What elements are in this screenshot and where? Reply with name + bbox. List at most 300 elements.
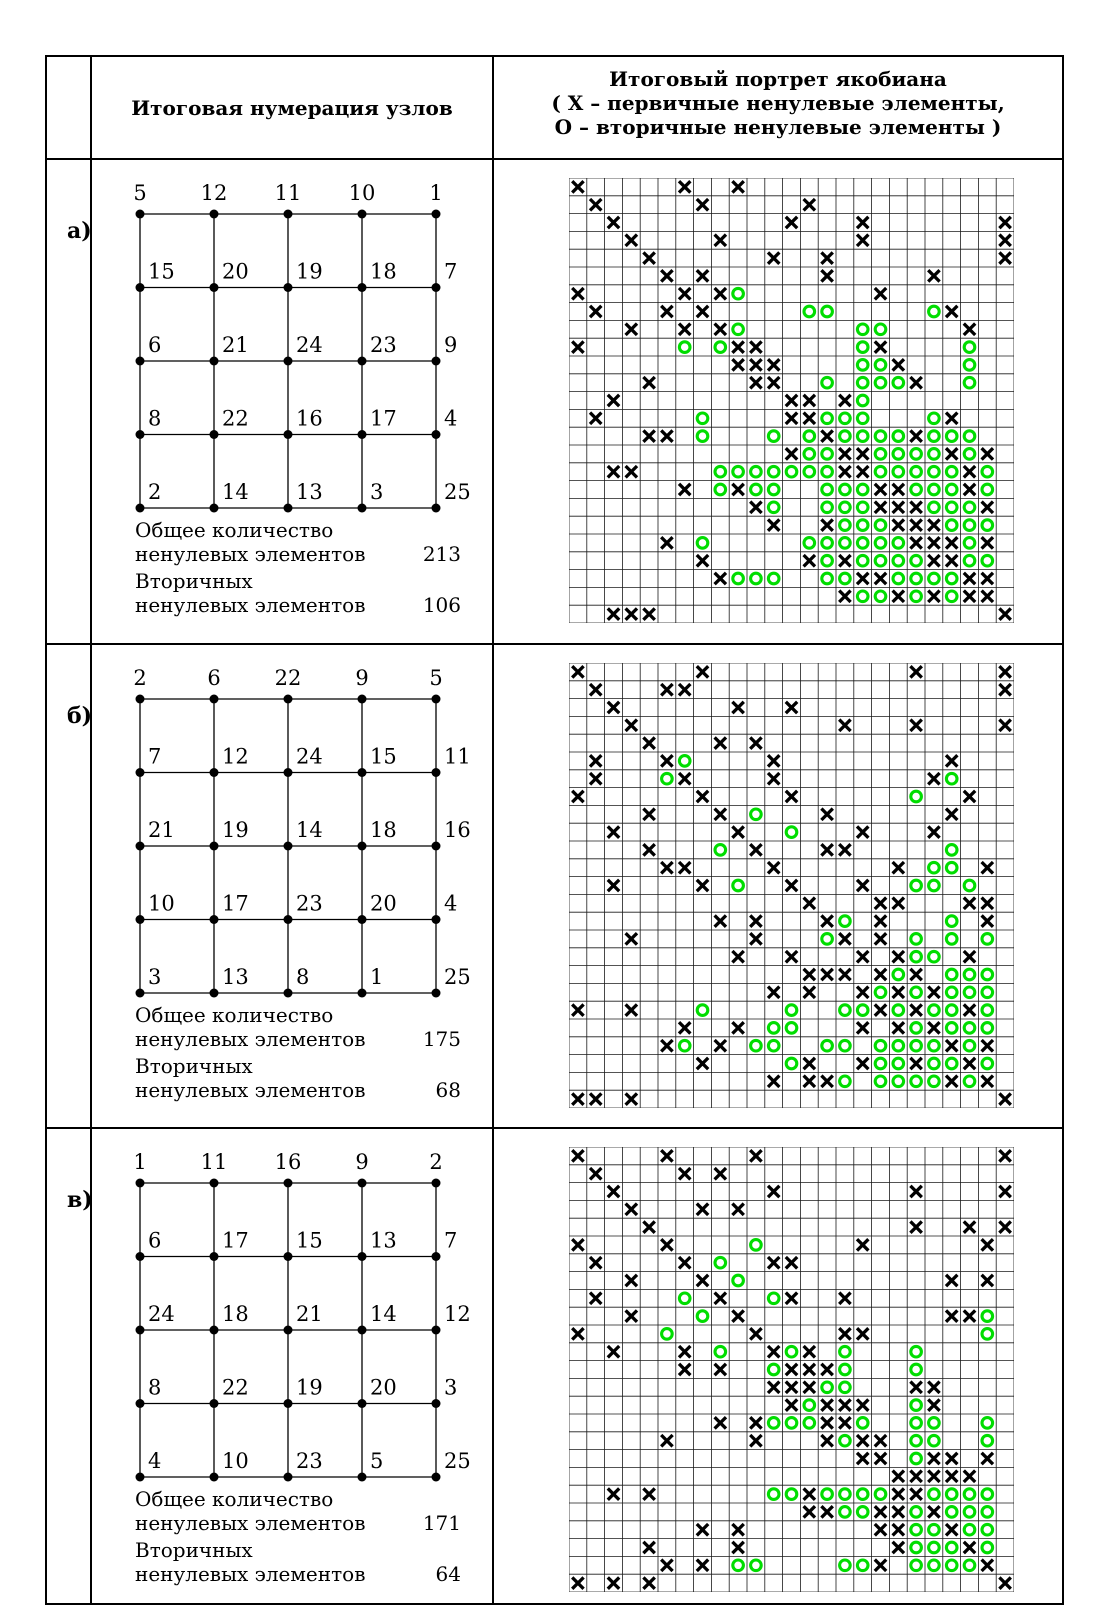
o-mark — [893, 449, 904, 460]
mesh-node — [284, 1399, 293, 1408]
jacobian-matrix-svg — [569, 1147, 1014, 1592]
x-mark — [572, 1093, 583, 1104]
x-mark — [946, 306, 957, 317]
mesh-node — [284, 210, 293, 219]
node-number: 23 — [296, 891, 323, 916]
o-mark — [751, 573, 762, 584]
mesh-node — [210, 283, 219, 292]
stat-total-value: 171 — [422, 1511, 461, 1535]
x-mark — [661, 755, 672, 766]
o-mark — [911, 573, 922, 584]
x-mark — [910, 1382, 921, 1393]
node-number: 5 — [429, 666, 443, 690]
x-mark — [679, 1257, 690, 1268]
o-mark — [786, 1418, 797, 1429]
x-mark — [679, 862, 690, 873]
x-mark — [964, 1221, 975, 1232]
o-mark — [946, 969, 957, 980]
x-mark — [804, 413, 815, 424]
x-mark — [768, 1382, 779, 1393]
x-mark — [715, 288, 726, 299]
o-mark — [768, 502, 779, 513]
o-mark — [857, 502, 868, 513]
x-mark — [857, 1022, 868, 1033]
x-mark — [857, 951, 868, 962]
o-mark — [822, 484, 833, 495]
x-mark — [715, 1417, 726, 1428]
o-mark — [964, 1560, 975, 1571]
x-mark — [572, 1328, 583, 1339]
o-mark — [733, 288, 744, 299]
x-mark — [679, 773, 690, 784]
o-mark — [929, 466, 940, 477]
o-mark — [929, 1418, 940, 1429]
node-number: 21 — [296, 1302, 323, 1326]
node-grid-svg — [120, 1141, 508, 1493]
o-mark — [804, 466, 815, 477]
x-mark — [910, 969, 921, 980]
o-mark — [982, 484, 993, 495]
x-mark — [999, 1093, 1010, 1104]
x-mark — [928, 1382, 939, 1393]
x-mark — [875, 341, 886, 352]
x-mark — [572, 1150, 583, 1161]
mesh-node — [432, 357, 441, 366]
o-mark — [911, 466, 922, 477]
o-mark — [911, 1400, 922, 1411]
x-mark — [643, 430, 654, 441]
node-number: 8 — [148, 406, 162, 431]
x-mark — [928, 1471, 939, 1482]
x-mark — [910, 430, 921, 441]
x-mark — [821, 1399, 832, 1410]
mesh-node — [284, 1179, 293, 1188]
o-mark — [768, 1293, 779, 1304]
mesh-node — [432, 210, 441, 219]
jacobian-legend-x: ( X – первичные ненулевые элементы, — [551, 91, 1005, 115]
x-mark — [821, 1364, 832, 1375]
x-mark — [875, 915, 886, 926]
x-mark — [643, 809, 654, 820]
mesh-node — [358, 1473, 367, 1482]
node-number: 6 — [148, 333, 162, 357]
node-number: 6 — [207, 666, 221, 690]
x-mark — [982, 537, 993, 548]
jacobian-matrix-a — [569, 178, 1014, 627]
x-mark — [786, 413, 797, 424]
row-b-label: б) — [67, 703, 93, 729]
x-mark — [697, 880, 708, 891]
x-mark — [821, 1506, 832, 1517]
x-mark — [893, 502, 904, 513]
x-mark — [572, 1239, 583, 1250]
o-mark — [875, 377, 886, 388]
o-mark — [733, 1560, 744, 1571]
node-number: 11 — [200, 1150, 228, 1174]
x-mark — [750, 1328, 761, 1339]
o-mark — [822, 555, 833, 566]
o-mark — [662, 1329, 673, 1340]
o-mark — [964, 377, 975, 388]
x-mark — [697, 270, 708, 281]
stats-v — [135, 1487, 461, 1589]
row-b-label-cell — [47, 645, 92, 1129]
o-mark — [964, 1076, 975, 1087]
node-grid-svg — [120, 657, 508, 1009]
x-mark — [715, 1293, 726, 1304]
x-mark — [857, 448, 868, 459]
o-mark — [964, 987, 975, 998]
x-mark — [928, 826, 939, 837]
stat-total: Общее количество ненулевых элементов 171 — [135, 1487, 461, 1535]
o-mark — [857, 520, 868, 531]
mesh-node — [210, 695, 219, 704]
o-mark — [929, 449, 940, 460]
x-mark — [964, 791, 975, 802]
node-number: 13 — [296, 480, 323, 504]
o-mark — [964, 1023, 975, 1034]
node-number: 24 — [296, 744, 323, 769]
o-mark — [857, 377, 868, 388]
x-mark — [715, 324, 726, 335]
node-number: 6 — [148, 1228, 162, 1253]
mesh-node — [432, 283, 441, 292]
o-mark — [857, 555, 868, 566]
x-mark — [821, 1417, 832, 1428]
x-mark — [999, 217, 1010, 228]
x-mark — [821, 1076, 832, 1087]
o-mark — [982, 520, 993, 531]
o-mark — [911, 987, 922, 998]
o-mark — [857, 413, 868, 424]
x-mark — [839, 1328, 850, 1339]
x-mark — [732, 1022, 743, 1033]
o-mark — [715, 484, 726, 495]
x-mark — [750, 502, 761, 513]
mesh-node — [358, 842, 367, 851]
stat-secondary: Вторичных ненулевых элементов 68 — [135, 1054, 461, 1102]
o-mark — [804, 538, 815, 549]
o-mark — [929, 1005, 940, 1016]
x-mark — [643, 377, 654, 388]
o-mark — [946, 862, 957, 873]
x-mark — [679, 288, 690, 299]
o-mark — [875, 360, 886, 371]
o-mark — [875, 1076, 886, 1087]
o-mark — [875, 449, 886, 460]
mesh-node — [210, 915, 219, 924]
x-mark — [786, 1364, 797, 1375]
x-mark — [572, 1577, 583, 1588]
x-mark — [643, 1221, 654, 1232]
mesh-node — [284, 1473, 293, 1482]
x-mark — [893, 484, 904, 495]
x-mark — [626, 720, 637, 731]
o-mark — [822, 413, 833, 424]
x-mark — [768, 519, 779, 530]
x-mark — [857, 1239, 868, 1250]
o-mark — [982, 1542, 993, 1553]
o-mark — [768, 431, 779, 442]
o-mark — [786, 1058, 797, 1069]
x-mark — [626, 1310, 637, 1321]
x-mark — [804, 1506, 815, 1517]
mesh-node — [358, 357, 367, 366]
row-v-label: в) — [67, 1187, 93, 1213]
mesh-node — [136, 430, 145, 439]
x-mark — [928, 537, 939, 548]
mesh-node — [284, 768, 293, 777]
o-mark — [911, 1040, 922, 1051]
x-mark — [875, 484, 886, 495]
mesh-node — [432, 1399, 441, 1408]
o-mark — [857, 1560, 868, 1571]
x-mark — [572, 288, 583, 299]
node-number: 16 — [444, 818, 471, 842]
x-mark — [697, 791, 708, 802]
node-number: 14 — [222, 480, 249, 504]
jacobian-legend-o: О – вторичные ненулевые элементы ) — [554, 115, 1002, 139]
o-mark — [715, 466, 726, 477]
stats-b — [135, 1003, 461, 1105]
x-mark — [839, 933, 850, 944]
x-mark — [590, 773, 601, 784]
o-mark — [929, 880, 940, 891]
o-mark — [679, 756, 690, 767]
o-mark — [911, 1560, 922, 1571]
node-number: 17 — [222, 1228, 249, 1253]
node-number: 10 — [148, 891, 175, 916]
node-number: 4 — [444, 891, 458, 916]
x-mark — [910, 502, 921, 513]
mesh-node — [284, 357, 293, 366]
x-mark — [875, 1560, 886, 1571]
o-mark — [840, 502, 851, 513]
x-mark — [857, 1058, 868, 1069]
x-mark — [910, 1488, 921, 1499]
o-mark — [893, 1040, 904, 1051]
o-mark — [840, 1364, 851, 1375]
x-mark — [839, 1399, 850, 1410]
o-mark — [822, 538, 833, 549]
node-number: 22 — [274, 666, 302, 690]
o-mark — [964, 520, 975, 531]
x-mark — [821, 252, 832, 263]
o-mark — [715, 342, 726, 353]
node-number: 3 — [148, 965, 162, 989]
mesh-node — [136, 1179, 145, 1188]
x-mark — [839, 395, 850, 406]
x-mark — [750, 1150, 761, 1161]
x-mark — [750, 737, 761, 748]
o-mark — [982, 1418, 993, 1429]
x-mark — [839, 1417, 850, 1428]
x-mark — [910, 537, 921, 548]
mesh-node — [284, 1252, 293, 1261]
mesh-node — [432, 1252, 441, 1261]
x-mark — [804, 395, 815, 406]
mesh-node — [210, 357, 219, 366]
o-mark — [840, 413, 851, 424]
x-mark — [750, 1417, 761, 1428]
o-mark — [946, 1542, 957, 1553]
x-mark — [857, 880, 868, 891]
mesh-node — [358, 283, 367, 292]
o-mark — [822, 502, 833, 513]
o-mark — [857, 395, 868, 406]
mesh-node — [284, 283, 293, 292]
node-number: 24 — [296, 333, 323, 357]
x-mark — [608, 702, 619, 713]
o-mark — [822, 934, 833, 945]
o-mark — [857, 324, 868, 335]
node-number: 12 — [200, 181, 228, 205]
o-mark — [857, 1005, 868, 1016]
o-mark — [733, 466, 744, 477]
x-mark — [590, 1168, 601, 1179]
node-number: 10 — [222, 1449, 249, 1473]
x-mark — [857, 466, 868, 477]
mesh-node — [432, 768, 441, 777]
mesh-node — [136, 1252, 145, 1261]
x-mark — [893, 898, 904, 909]
x-mark — [768, 377, 779, 388]
x-mark — [768, 1257, 779, 1268]
o-mark — [804, 306, 815, 317]
x-mark — [679, 1364, 690, 1375]
o-mark — [982, 1023, 993, 1034]
node-number: 18 — [370, 259, 397, 284]
node-number: 7 — [148, 744, 162, 769]
x-mark — [821, 809, 832, 820]
o-mark — [964, 342, 975, 353]
x-mark — [875, 288, 886, 299]
x-mark — [590, 199, 601, 210]
x-mark — [715, 915, 726, 926]
o-mark — [946, 520, 957, 531]
x-mark — [697, 1204, 708, 1215]
o-mark — [964, 502, 975, 513]
x-mark — [608, 217, 619, 228]
row-b-numbering-cell — [92, 645, 494, 1129]
x-mark — [697, 1058, 708, 1069]
node-number: 12 — [444, 1302, 471, 1326]
x-mark — [982, 1275, 993, 1286]
node-number: 2 — [133, 666, 147, 690]
o-mark — [982, 1489, 993, 1500]
node-grid-b — [120, 657, 508, 1013]
node-number: 13 — [222, 965, 249, 989]
o-mark — [768, 466, 779, 477]
x-mark — [893, 862, 904, 873]
mesh-node — [358, 504, 367, 513]
node-number: 4 — [444, 406, 458, 431]
o-mark — [857, 1489, 868, 1500]
node-number: 9 — [444, 333, 458, 357]
node-number: 21 — [222, 333, 249, 357]
x-mark — [661, 684, 672, 695]
x-mark — [910, 1471, 921, 1482]
x-mark — [875, 1506, 886, 1517]
row-a-matrix-cell — [494, 160, 1062, 645]
x-mark — [643, 608, 654, 619]
x-mark — [732, 484, 743, 495]
o-mark — [982, 1435, 993, 1446]
x-mark — [946, 555, 957, 566]
node-number: 19 — [296, 259, 323, 284]
mesh-node — [284, 504, 293, 513]
x-mark — [928, 1022, 939, 1033]
o-mark — [840, 431, 851, 442]
o-mark — [679, 1040, 690, 1051]
x-mark — [715, 235, 726, 246]
x-mark — [893, 1488, 904, 1499]
x-mark — [626, 235, 637, 246]
mesh-node — [136, 1326, 145, 1335]
o-mark — [857, 484, 868, 495]
x-mark — [750, 377, 761, 388]
mesh-node — [432, 695, 441, 704]
x-mark — [964, 1310, 975, 1321]
x-mark — [893, 359, 904, 370]
x-mark — [732, 1204, 743, 1215]
o-mark — [911, 1076, 922, 1087]
mesh-node — [136, 695, 145, 704]
stat-total-value: 175 — [422, 1027, 461, 1051]
node-number: 5 — [133, 181, 147, 205]
o-mark — [804, 431, 815, 442]
o-mark — [768, 573, 779, 584]
o-mark — [911, 1346, 922, 1357]
o-mark — [840, 916, 851, 927]
mesh-node — [432, 1326, 441, 1335]
x-mark — [893, 1022, 904, 1033]
x-mark — [875, 933, 886, 944]
x-mark — [910, 1058, 921, 1069]
x-mark — [732, 359, 743, 370]
x-mark — [804, 987, 815, 998]
o-mark — [875, 466, 886, 477]
node-number: 15 — [296, 1228, 323, 1253]
node-number: 24 — [148, 1302, 175, 1326]
x-mark — [786, 1382, 797, 1393]
x-mark — [928, 591, 939, 602]
x-mark — [982, 591, 993, 602]
x-mark — [804, 199, 815, 210]
node-number: 12 — [222, 744, 249, 769]
x-mark — [982, 915, 993, 926]
x-mark — [661, 537, 672, 548]
x-mark — [893, 1542, 904, 1553]
o-mark — [768, 484, 779, 495]
x-mark — [661, 430, 672, 441]
stat-secondary: Вторичных ненулевых элементов 64 — [135, 1538, 461, 1586]
x-mark — [999, 1150, 1010, 1161]
x-mark — [804, 1382, 815, 1393]
x-mark — [928, 987, 939, 998]
mesh-node — [284, 695, 293, 704]
row-a-label: а) — [67, 218, 92, 244]
o-mark — [840, 1560, 851, 1571]
o-mark — [982, 555, 993, 566]
o-mark — [911, 1023, 922, 1034]
o-mark — [768, 1418, 779, 1429]
x-mark — [626, 1275, 637, 1286]
x-mark — [626, 466, 637, 477]
o-mark — [751, 1560, 762, 1571]
o-mark — [662, 773, 673, 784]
x-mark — [786, 702, 797, 713]
